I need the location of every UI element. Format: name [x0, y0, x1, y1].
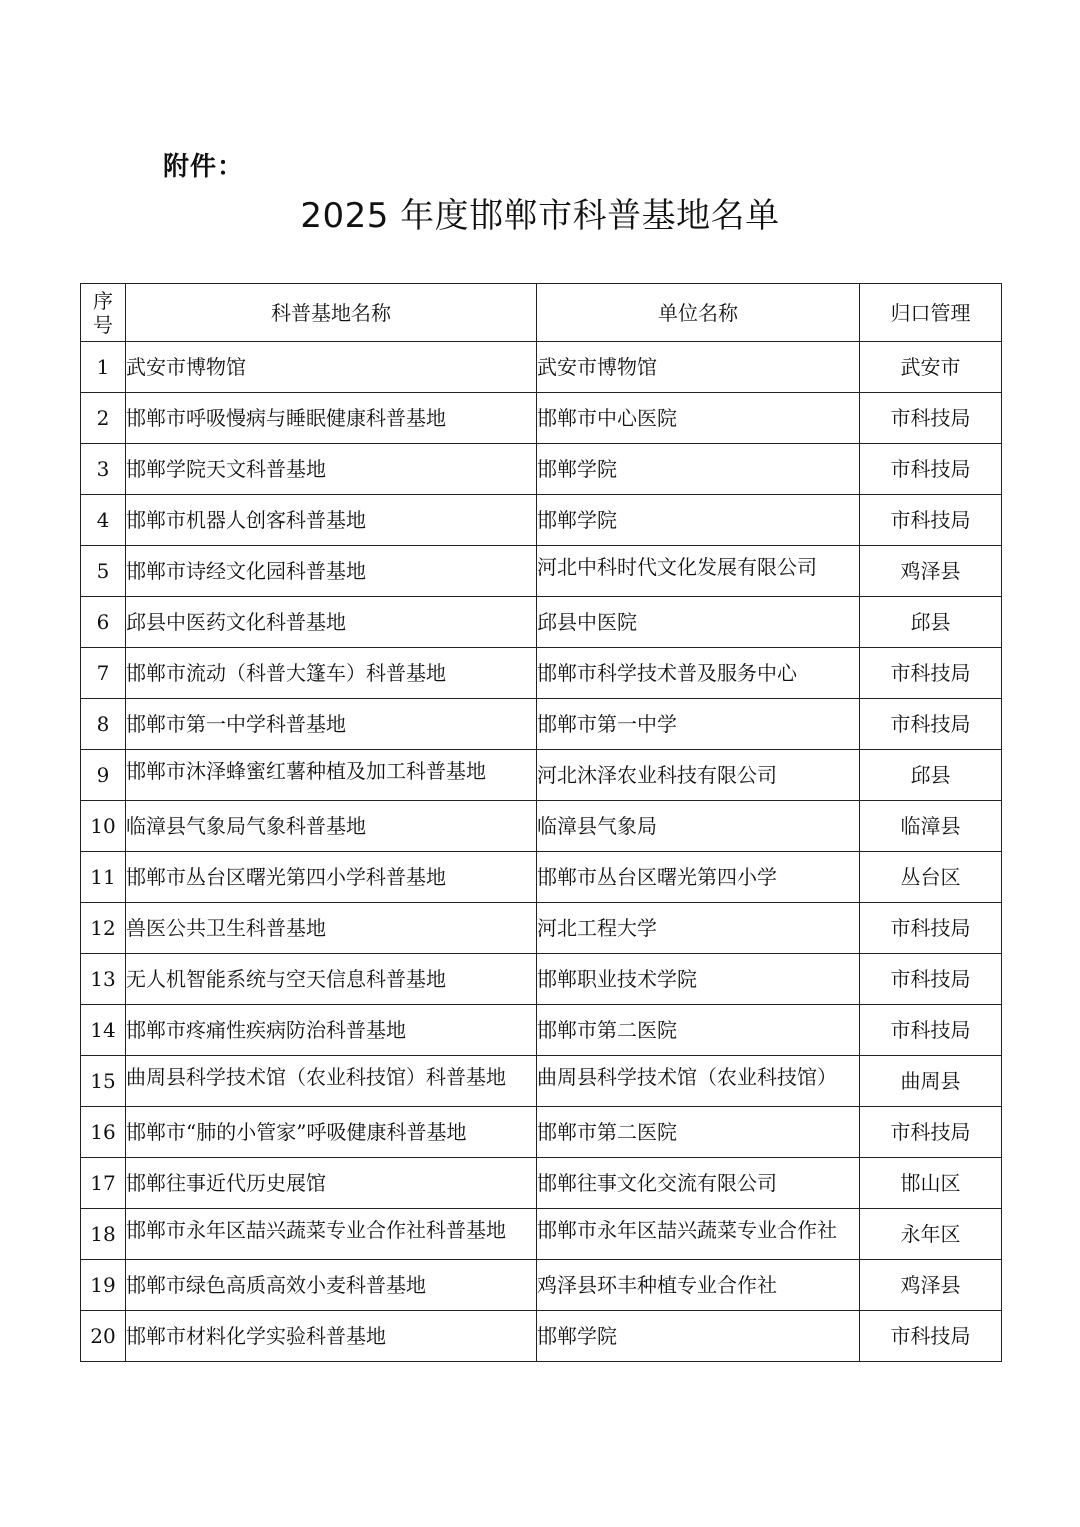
manager-cell: 市科技局 [860, 699, 1002, 750]
base-name-cell [126, 750, 537, 801]
unit-name-cell-text: 邯郸市永年区喆兴蔬菜专业合作社 [537, 1218, 837, 1242]
table-row [81, 444, 1002, 495]
row-number: 17 [81, 1158, 126, 1209]
attachment-label: 附件： [163, 152, 245, 182]
row-number: 5 [81, 546, 126, 597]
row-number: 11 [81, 852, 126, 903]
manager-cell: 曲周县 [860, 1056, 1002, 1107]
base-name-cell: 武安市博物馆 [126, 342, 537, 393]
unit-name-cell: 河北沐泽农业科技有限公司 [537, 750, 860, 801]
unit-name-cell: 邯郸市第二医院 [537, 1107, 860, 1158]
unit-name-cell: 邯郸学院 [537, 495, 860, 546]
manager-cell: 市科技局 [860, 444, 1002, 495]
base-name-cell: 邯郸市第一中学科普基地 [126, 699, 537, 750]
base-name-cell: 邯郸市绿色高质高效小麦科普基地 [126, 1260, 537, 1311]
row-number: 1 [81, 342, 126, 393]
table-row [81, 597, 1002, 648]
header-number-line1: 序 [93, 288, 113, 313]
base-name-cell: 兽医公共卫生科普基地 [126, 903, 537, 954]
unit-name-cell [537, 546, 860, 597]
row-number: 18 [81, 1209, 126, 1260]
table-row [81, 852, 1002, 903]
base-name-cell: 邯郸市丛台区曙光第四小学科普基地 [126, 852, 537, 903]
row-number: 15 [81, 1056, 126, 1107]
manager-cell: 鸡泽县 [860, 1260, 1002, 1311]
table-row [81, 1311, 1002, 1362]
manager-cell: 市科技局 [860, 1311, 1002, 1362]
table-row [81, 1260, 1002, 1311]
base-name-cell-text: 邯郸市沐泽蜂蜜红薯种植及加工科普基地 [126, 759, 486, 783]
row-number: 14 [81, 1005, 126, 1056]
row-number: 20 [81, 1311, 126, 1362]
manager-cell: 市科技局 [860, 903, 1002, 954]
page-title: 2025 年度邯郸市科普基地名单 [300, 196, 780, 236]
base-name-cell: 邯郸市诗经文化园科普基地 [126, 546, 537, 597]
header-unit-name: 单位名称 [537, 284, 860, 342]
manager-cell: 市科技局 [860, 1107, 1002, 1158]
table-row [81, 954, 1002, 1005]
unit-name-cell: 邯郸市科学技术普及服务中心 [537, 648, 860, 699]
base-name-cell [126, 1209, 537, 1260]
table-row [81, 393, 1002, 444]
table-row [81, 648, 1002, 699]
table-row [81, 1107, 1002, 1158]
manager-cell: 市科技局 [860, 954, 1002, 1005]
table-row [81, 1056, 1002, 1107]
row-number: 19 [81, 1260, 126, 1311]
unit-name-cell: 邯郸学院 [537, 444, 860, 495]
manager-cell: 邱县 [860, 750, 1002, 801]
unit-name-cell: 邯郸职业技术学院 [537, 954, 860, 1005]
unit-name-cell: 邯郸市第一中学 [537, 699, 860, 750]
manager-cell: 鸡泽县 [860, 546, 1002, 597]
manager-cell: 武安市 [860, 342, 1002, 393]
table-row [81, 1005, 1002, 1056]
row-number: 13 [81, 954, 126, 1005]
base-name-cell [126, 1056, 537, 1107]
base-name-cell: 无人机智能系统与空天信息科普基地 [126, 954, 537, 1005]
row-number: 12 [81, 903, 126, 954]
table-row [81, 750, 1002, 801]
table-header-row [81, 284, 1002, 342]
header-base-name: 科普基地名称 [126, 284, 537, 342]
manager-cell: 邱县 [860, 597, 1002, 648]
manager-cell: 市科技局 [860, 1005, 1002, 1056]
unit-name-cell: 邱县中医院 [537, 597, 860, 648]
row-number: 7 [81, 648, 126, 699]
manager-cell: 临漳县 [860, 801, 1002, 852]
unit-name-cell: 河北工程大学 [537, 903, 860, 954]
unit-name-cell: 邯郸市丛台区曙光第四小学 [537, 852, 860, 903]
manager-cell: 永年区 [860, 1209, 1002, 1260]
base-name-cell: 邯郸市流动（科普大篷车）科普基地 [126, 648, 537, 699]
base-name-cell-text: 邯郸市永年区喆兴蔬菜专业合作社科普基地 [126, 1218, 506, 1242]
row-number: 2 [81, 393, 126, 444]
unit-name-cell: 邯郸往事文化交流有限公司 [537, 1158, 860, 1209]
unit-name-cell-text: 曲周县科学技术馆（农业科技馆） [537, 1065, 837, 1089]
base-name-cell: 邯郸市机器人创客科普基地 [126, 495, 537, 546]
manager-cell: 市科技局 [860, 648, 1002, 699]
base-name-cell: 邯郸市材料化学实验科普基地 [126, 1311, 537, 1362]
unit-name-cell: 鸡泽县环丰种植专业合作社 [537, 1260, 860, 1311]
row-number: 16 [81, 1107, 126, 1158]
unit-name-cell: 武安市博物馆 [537, 342, 860, 393]
unit-name-cell-text: 河北中科时代文化发展有限公司 [537, 555, 817, 579]
base-name-cell: 邱县中医药文化科普基地 [126, 597, 537, 648]
science-base-table [80, 283, 1002, 1362]
table-row [81, 903, 1002, 954]
table-row [81, 546, 1002, 597]
table-row [81, 1209, 1002, 1260]
base-name-cell-text: 曲周县科学技术馆（农业科技馆）科普基地 [126, 1065, 506, 1089]
row-number: 10 [81, 801, 126, 852]
manager-cell: 市科技局 [860, 495, 1002, 546]
manager-cell: 丛台区 [860, 852, 1002, 903]
table-row [81, 801, 1002, 852]
base-name-cell: 邯郸往事近代历史展馆 [126, 1158, 537, 1209]
base-name-cell: 邯郸市呼吸慢病与睡眠健康科普基地 [126, 393, 537, 444]
row-number: 9 [81, 750, 126, 801]
row-number: 8 [81, 699, 126, 750]
table-row [81, 1158, 1002, 1209]
table-row [81, 495, 1002, 546]
base-name-cell: 邯郸市疼痛性疾病防治科普基地 [126, 1005, 537, 1056]
unit-name-cell [537, 1056, 860, 1107]
base-name-cell: 邯郸学院天文科普基地 [126, 444, 537, 495]
unit-name-cell: 邯郸市中心医院 [537, 393, 860, 444]
header-manager: 归口管理 [860, 284, 1002, 342]
manager-cell: 市科技局 [860, 393, 1002, 444]
base-name-cell: 邯郸市“肺的小管家”呼吸健康科普基地 [126, 1107, 537, 1158]
manager-cell: 邯山区 [860, 1158, 1002, 1209]
table-row [81, 342, 1002, 393]
unit-name-cell [537, 1209, 860, 1260]
unit-name-cell: 邯郸学院 [537, 1311, 860, 1362]
unit-name-cell: 临漳县气象局 [537, 801, 860, 852]
row-number: 4 [81, 495, 126, 546]
header-number [81, 284, 126, 342]
unit-name-cell: 邯郸市第二医院 [537, 1005, 860, 1056]
row-number: 3 [81, 444, 126, 495]
base-name-cell: 临漳县气象局气象科普基地 [126, 801, 537, 852]
header-number-line2: 号 [93, 312, 113, 337]
row-number: 6 [81, 597, 126, 648]
table-row [81, 699, 1002, 750]
